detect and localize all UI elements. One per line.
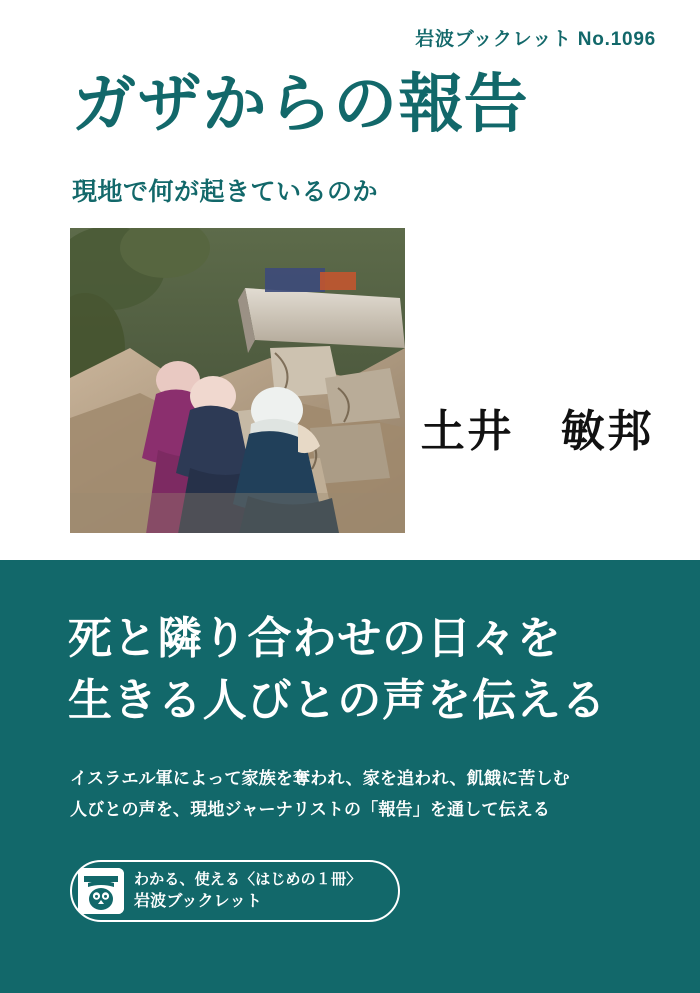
series-number: 岩波ブックレット No.1096 [415,29,656,50]
rubble-photo-illustration [70,228,405,533]
badge-brand: 岩波ブックレット [134,893,263,911]
band-headline [68,608,607,733]
series-badge [70,860,400,922]
teal-band [0,560,700,993]
badge-text [134,869,361,914]
author-name: 土井 敏邦 [420,407,654,456]
owl-logo-glyph [78,868,124,914]
band-body [70,763,570,826]
band-headline-line2: 生きる人びとの声を伝える [68,676,607,726]
band-body-line2: 人びとの声を、現地ジャーナリストの「報告」を通して伝える [70,800,551,820]
band-headline-line1: 死と隣り合わせの日々を [68,614,562,663]
page-title: ガザからの報告 [72,68,529,140]
band-body-line1: イスラエル軍によって家族を奪われ、家を追われ、飢餓に苦しむ [70,769,570,788]
badge-tagline: わかる、使える〈はじめの１冊〉 [134,870,362,888]
owl-logo-icon [78,868,124,914]
cover-photo [70,228,405,533]
page-subtitle: 現地で何が起きているのか [72,178,379,206]
